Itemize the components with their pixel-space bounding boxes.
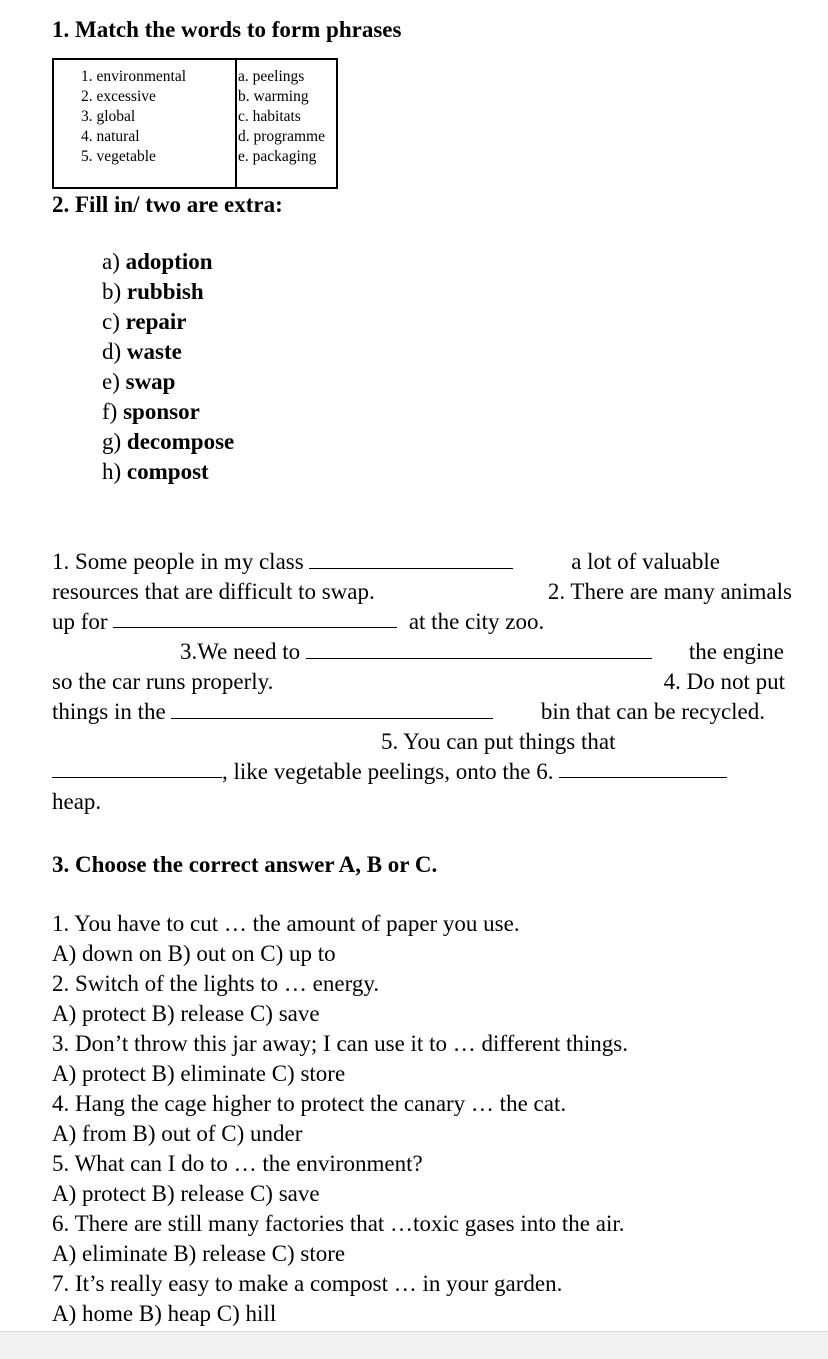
- match-right-item: d. programme: [238, 128, 325, 145]
- answer-options-line: A) home B) heap C) hill: [52, 1301, 277, 1326]
- answer-blank[interactable]: [309, 548, 513, 569]
- answer-blank[interactable]: [52, 757, 222, 778]
- match-left-item: 4. natural: [81, 128, 140, 145]
- question-line: 6. There are still many factories that …toxic gases into the air.: [52, 1211, 625, 1236]
- question-line: 4. Hang the cage higher to protect the canary … the cat.: [52, 1091, 567, 1116]
- match-right-item: e. packaging: [238, 148, 317, 165]
- match-left-item: 2. excessive: [81, 88, 156, 105]
- question-line: 2. Switch of the lights to … energy.: [52, 971, 380, 996]
- word-option: e) swap: [102, 369, 176, 394]
- question-line: 1. You have to cut … the amount of paper you use.: [52, 911, 520, 936]
- word-option: h) compost: [102, 459, 209, 484]
- section3-title: 3. Choose the correct answer A, B or C.: [52, 852, 438, 877]
- answer-blank[interactable]: [559, 757, 727, 778]
- multiple-choice-list: [52, 909, 797, 1329]
- answer-blank[interactable]: [171, 698, 493, 719]
- answer-blank[interactable]: [306, 638, 652, 659]
- word-option: a) adoption: [102, 249, 213, 274]
- fill-in-text: 1. Some people in my class a lot of valuable resources that are difficult to swap. 2. There are many animals up for at the city zoo. 3.We need to the engine so the car runs properly. 4. Do not put things in the bin that can be recycled. 5. You can put things that , like vegetable peelings, onto the 6. heap.: [52, 549, 792, 814]
- word-option: f) sponsor: [102, 399, 200, 424]
- match-left-item: 5. vegetable: [81, 148, 156, 165]
- match-left-item: 3. global: [81, 108, 136, 125]
- word-option: d) waste: [102, 339, 182, 364]
- matching-left-column: [53, 59, 236, 188]
- match-right-item: a. peelings: [238, 68, 305, 85]
- answer-blank[interactable]: [113, 607, 397, 628]
- answer-options-line: A) down on B) out on C) up to: [52, 941, 336, 966]
- question-line: 3. Don’t throw this jar away; I can use it to … different things.: [52, 1031, 628, 1056]
- question-line: 5. What can I do to … the environment?: [52, 1151, 423, 1176]
- match-right-item: c. habitats: [238, 108, 301, 125]
- answer-options-line: A) protect B) release C) save: [52, 1181, 320, 1206]
- match-left-item: 1. environmental: [81, 68, 187, 85]
- answer-options-line: A) protect B) release C) save: [52, 1001, 320, 1026]
- section2-title: 2. Fill in/ two are extra:: [52, 192, 283, 217]
- matching-right-column: [236, 59, 337, 188]
- answer-options-line: A) eliminate B) release C) store: [52, 1241, 346, 1266]
- matching-table: [52, 58, 338, 189]
- word-options-list: [102, 247, 797, 487]
- question-line: 7. It’s really easy to make a compost … in your garden.: [52, 1271, 563, 1296]
- worksheet: [52, 14, 797, 1329]
- word-option: b) rubbish: [102, 279, 204, 304]
- bottom-bar: [0, 1331, 828, 1359]
- section1-title: 1. Match the words to form phrases: [52, 17, 402, 42]
- match-right-item: b. warming: [238, 88, 309, 105]
- word-option: c) repair: [102, 309, 187, 334]
- answer-options-line: A) from B) out of C) under: [52, 1121, 303, 1146]
- word-option: g) decompose: [102, 429, 235, 454]
- answer-options-line: A) protect B) eliminate C) store: [52, 1061, 346, 1086]
